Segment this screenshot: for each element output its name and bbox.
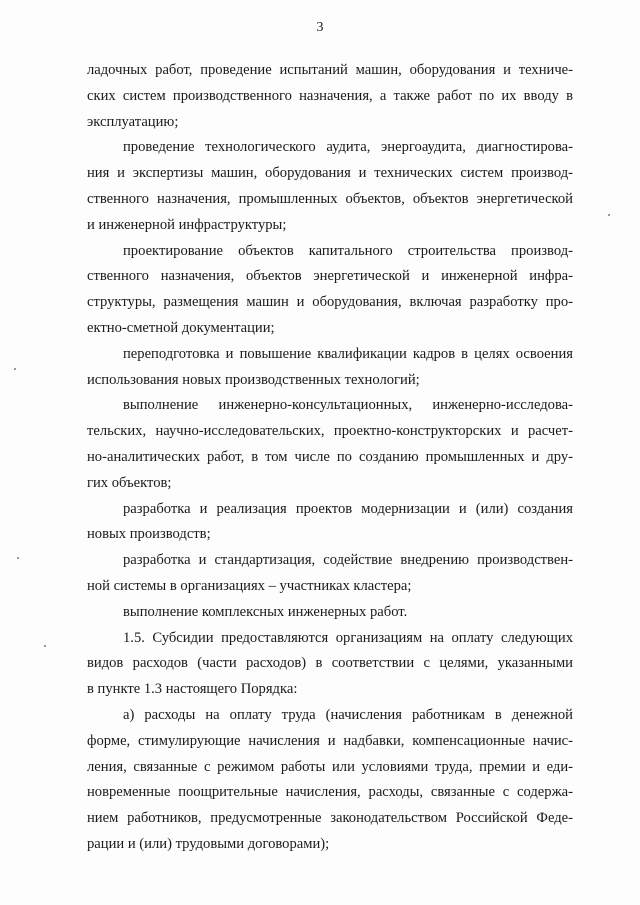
scan-speck: [17, 557, 19, 559]
text-line: структуры, размещения машин и оборудования, включая разработку про-: [87, 294, 573, 311]
text-line: эксплуатацию;: [87, 113, 179, 130]
text-line: нием работников, предусмотренные законодательством Российской Феде-: [87, 810, 573, 827]
text-line: ладочных работ, проведение испытаний машин, оборудования и техниче-: [87, 62, 573, 78]
text-line: переподготовка и повышение квалификации кадров в целях освоения: [123, 345, 573, 362]
text-line: 1.5. Субсидии предоставляются организациям на оплату следующих: [123, 629, 573, 646]
text-line: ектно-сметной документации;: [87, 319, 275, 336]
paragraph: [87, 239, 573, 342]
scan-speck: [608, 214, 610, 216]
text-line: видов расходов (части расходов) в соответствии с целями, указанными: [87, 655, 573, 672]
text-line: ной системы в организациях – участниках кластера;: [87, 577, 412, 594]
paragraph: [87, 626, 573, 703]
text-line: ственного назначения, промышленных объектов, объектов энергетической: [87, 190, 573, 207]
text-line: новременные поощрительные начисления, расходы, связанные с содержа-: [87, 784, 573, 801]
text-line: ния и экспертизы машин, оборудования и технических систем производ-: [87, 165, 573, 182]
text-line: ления, связанные с режимом работы или условиями труда, премии и еди-: [87, 758, 573, 775]
text-line: а) расходы на оплату труда (начисления работникам в денежной: [123, 706, 573, 723]
paragraph: [87, 548, 573, 600]
scan-speck: [14, 368, 16, 370]
text-line: разработка и стандартизация, содействие внедрению производствен-: [123, 552, 573, 569]
text-line: проведение технологического аудита, энергоаудита, диагностирова-: [123, 139, 573, 156]
text-line: и инженерной инфраструктуры;: [87, 216, 287, 233]
text-line: тельских, научно-исследовательских, проектно-конструкторских и расчет-: [87, 423, 573, 440]
text-line: гих объектов;: [87, 474, 172, 491]
text-line: ственного назначения, объектов энергетической и инженерной инфра-: [87, 268, 573, 285]
text-line: разработка и реализация проектов модернизации и (или) создания: [123, 500, 573, 517]
text-line: новых производств;: [87, 526, 211, 543]
text-line: выполнение комплексных инженерных работ.: [123, 603, 408, 620]
text-line: использования новых производственных технологий;: [87, 371, 420, 388]
text-line: форме, стимулирующие начисления и надбавки, компенсационные начис-: [87, 732, 573, 749]
text-line: рации и (или) трудовыми договорами);: [87, 835, 330, 852]
text-line: выполнение инженерно-консультационных, инженерно-исследова-: [123, 397, 573, 414]
paragraph: [87, 342, 573, 394]
text-line: проектирование объектов капитального строительства производ-: [123, 242, 573, 259]
document-body: [87, 58, 573, 858]
paragraph: [87, 135, 573, 238]
paragraph: [87, 497, 573, 549]
text-line: ских систем производственного назначения, а также работ по их вводу в: [87, 87, 573, 104]
paragraph: [87, 393, 573, 496]
paragraph: [87, 600, 573, 626]
page-number: 3: [316, 20, 324, 35]
paragraph: [87, 58, 573, 135]
text-line: в пункте 1.3 настоящего Порядка:: [87, 681, 298, 698]
text-line: но-аналитических работ, в том числе по созданию промышленных и дру-: [87, 448, 573, 465]
paragraph: [87, 703, 573, 858]
scan-speck: [44, 645, 46, 647]
